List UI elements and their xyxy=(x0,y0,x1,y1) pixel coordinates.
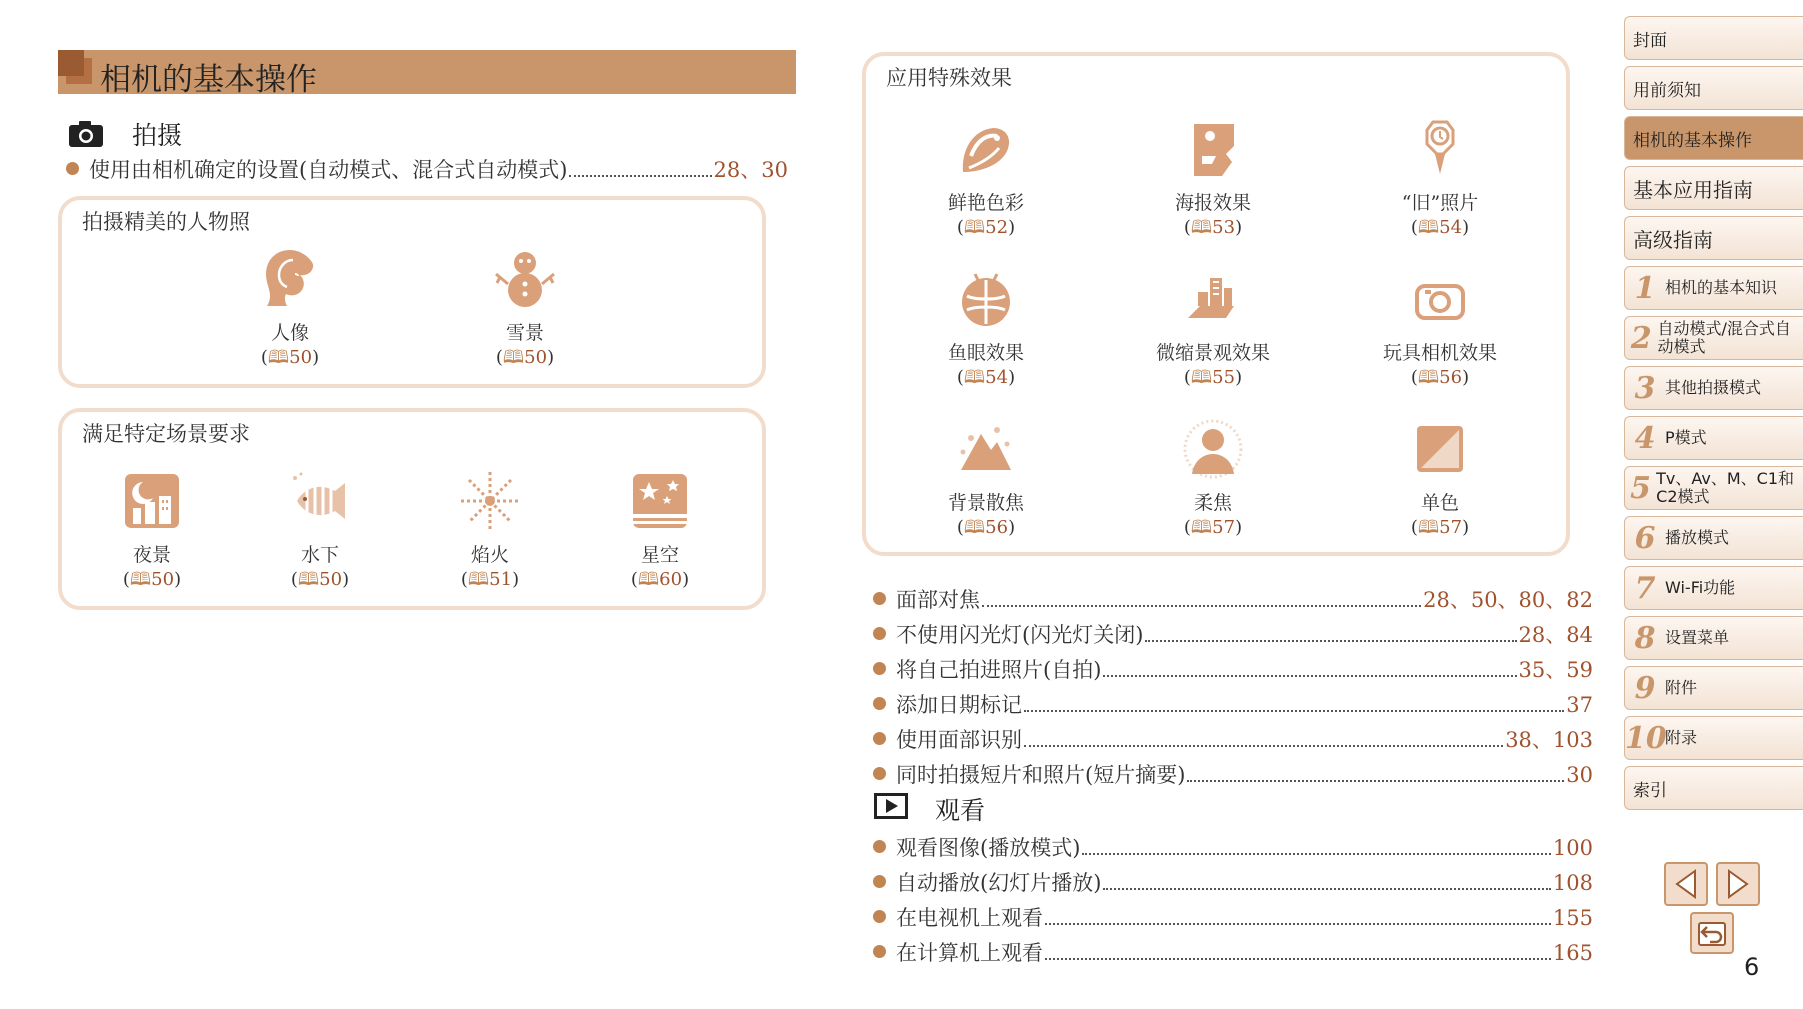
page-ref[interactable]: (🕮54) xyxy=(956,367,1016,388)
sidebar-item-label: 播放模式 xyxy=(1665,528,1730,547)
effect-item-soft-focus[interactable] xyxy=(1143,416,1283,545)
effect-item-background-defocus[interactable] xyxy=(916,416,1056,545)
portrait-icon xyxy=(257,246,323,312)
book-icon: 🕮 xyxy=(129,569,152,590)
fireworks-icon xyxy=(457,468,523,534)
sidebar-item[interactable] xyxy=(1624,66,1803,110)
sidebar-item[interactable] xyxy=(1624,216,1803,260)
chapter-number: 2 xyxy=(1630,320,1652,356)
title-decoration-square xyxy=(58,50,84,76)
playback-icon xyxy=(874,793,908,819)
page-ref[interactable]: (🕮56) xyxy=(956,517,1016,538)
dot-leader xyxy=(569,175,711,177)
sidebar-item-label: Wi-Fi功能 xyxy=(1665,578,1736,597)
page-ref[interactable]: (🕮50) xyxy=(260,347,320,368)
book-icon: 🕮 xyxy=(1417,517,1440,538)
dot-leader xyxy=(1024,745,1503,747)
soft-focus-icon xyxy=(1180,416,1246,482)
page-ref[interactable]: (🕮57) xyxy=(1410,517,1470,538)
sidebar-item-label: 用前须知 xyxy=(1633,80,1701,101)
effect-item-monochrome[interactable] xyxy=(1370,416,1510,545)
sidebar-item[interactable] xyxy=(1624,266,1803,310)
sidebar-item[interactable] xyxy=(1624,716,1803,760)
miniature-icon xyxy=(1180,266,1246,332)
sidebar-item[interactable] xyxy=(1624,416,1803,460)
shoot-auto-row[interactable]: 使用由相机确定的设置(自动模式、混合式自动模式) 28、30 xyxy=(66,154,788,184)
book-icon: 🕮 xyxy=(297,569,320,590)
arrow-left-icon xyxy=(1673,869,1699,899)
dot-leader xyxy=(1082,853,1551,855)
view-heading: 观看 xyxy=(935,796,986,825)
dot-leader xyxy=(982,605,1421,607)
page-ref[interactable]: 35、59 xyxy=(1518,658,1593,682)
sidebar-item[interactable] xyxy=(1624,366,1803,410)
book-icon: 🕮 xyxy=(502,347,525,368)
effect-label: 鲜艳色彩 xyxy=(947,192,1024,214)
scene-label: 焰火 xyxy=(470,544,509,566)
dot-leader xyxy=(1187,780,1564,782)
page-ref[interactable]: 165 xyxy=(1552,941,1593,965)
bullet xyxy=(873,627,886,640)
chapter-number: 10 xyxy=(1625,720,1667,756)
book-icon: 🕮 xyxy=(1417,217,1440,238)
book-icon: 🕮 xyxy=(963,217,986,238)
dot-leader xyxy=(1045,958,1551,960)
dot-leader xyxy=(1103,888,1551,890)
scene-label: 人像 xyxy=(270,322,309,344)
book-icon: 🕮 xyxy=(963,367,986,388)
page-ref[interactable]: 28、30 xyxy=(713,158,788,182)
sidebar-item-label: 高级指南 xyxy=(1633,227,1713,252)
portrait-box-title: 拍摄精美的人物照 xyxy=(82,210,250,234)
camera-icon xyxy=(68,120,104,148)
underwater-fish-icon xyxy=(287,468,353,534)
list-item[interactable]: 将自己拍进照片(自拍) 35、59 xyxy=(873,654,1593,684)
sidebar-item-label: 附录 xyxy=(1665,728,1698,747)
fisheye-icon xyxy=(953,266,1019,332)
chapter-number: 8 xyxy=(1634,620,1656,656)
scene-item-night[interactable] xyxy=(82,468,222,597)
scene-item-portrait[interactable] xyxy=(220,246,360,375)
scene-label: 夜景 xyxy=(132,544,171,566)
sidebar-item-label: P模式 xyxy=(1665,428,1707,447)
effect-item-miniature[interactable] xyxy=(1143,266,1283,395)
bullet xyxy=(873,592,886,605)
page-title-bar xyxy=(58,50,796,98)
snowman-icon xyxy=(492,246,558,312)
page-ref[interactable]: 155 xyxy=(1552,906,1593,930)
effect-label: 鱼眼效果 xyxy=(947,342,1024,364)
effect-item-old-photo[interactable] xyxy=(1370,116,1510,245)
book-icon: 🕮 xyxy=(1417,367,1440,388)
return-button[interactable] xyxy=(1690,912,1734,954)
sidebar-item-label: 相机的基本操作 xyxy=(1633,130,1752,151)
scene-item-starry-sky[interactable] xyxy=(590,468,730,597)
sidebar-item-label: 封面 xyxy=(1633,30,1667,51)
chapter-number: 4 xyxy=(1634,420,1656,456)
page-ref[interactable]: 28、84 xyxy=(1518,623,1593,647)
effect-item-poster[interactable] xyxy=(1143,116,1283,245)
page-ref[interactable]: (🕮56) xyxy=(1410,367,1470,388)
chapter-number: 3 xyxy=(1634,370,1656,406)
chapter-number: 7 xyxy=(1634,570,1656,606)
bullet xyxy=(873,840,886,853)
list-item[interactable]: 自动播放(幻灯片播放) 108 xyxy=(873,867,1593,897)
page-ref[interactable]: (🕮52) xyxy=(956,217,1016,238)
sidebar-item[interactable] xyxy=(1624,566,1803,610)
page-ref[interactable]: (🕮57) xyxy=(1183,517,1243,538)
chapter-number: 6 xyxy=(1634,520,1656,556)
page-ref[interactable]: (🕮51) xyxy=(460,569,520,590)
night-scene-icon xyxy=(119,468,185,534)
book-icon: 🕮 xyxy=(637,569,660,590)
page-ref[interactable]: (🕮55) xyxy=(1183,367,1243,388)
sidebar-item[interactable] xyxy=(1624,466,1803,510)
page-ref[interactable]: 100 xyxy=(1552,836,1593,860)
sidebar-item-label: 设置菜单 xyxy=(1665,628,1730,647)
sidebar-item[interactable] xyxy=(1624,766,1803,810)
effect-label: 单色 xyxy=(1420,492,1459,514)
effect-label: “旧”照片 xyxy=(1401,192,1479,214)
sidebar-item-label: 索引 xyxy=(1633,780,1667,801)
book-icon: 🕮 xyxy=(467,569,490,590)
page-ref[interactable]: 37 xyxy=(1566,693,1593,717)
scene-box-title: 满足特定场景要求 xyxy=(82,422,250,446)
dot-leader xyxy=(1024,710,1564,712)
effect-item-fisheye[interactable] xyxy=(916,266,1056,395)
sidebar-item-label: 其他拍摄模式 xyxy=(1665,378,1762,397)
sidebar-item-label: 相机的基本知识 xyxy=(1665,278,1778,297)
toy-camera-icon xyxy=(1407,266,1473,332)
scene-item-fireworks[interactable] xyxy=(420,468,560,597)
monochrome-icon xyxy=(1407,416,1473,482)
page-ref[interactable]: 30 xyxy=(1566,763,1593,787)
effects-box-title: 应用特殊效果 xyxy=(886,66,1012,90)
page-ref[interactable]: (🕮60) xyxy=(630,569,690,590)
list-item[interactable]: 不使用闪光灯(闪光灯关闭) 28、84 xyxy=(873,619,1593,649)
book-icon: 🕮 xyxy=(1190,367,1213,388)
starry-sky-icon xyxy=(627,468,693,534)
scene-label: 水下 xyxy=(300,544,339,566)
effect-item-vivid[interactable] xyxy=(916,116,1056,245)
effect-label: 海报效果 xyxy=(1174,192,1251,214)
sidebar-item[interactable] xyxy=(1624,616,1803,660)
sidebar-item[interactable] xyxy=(1624,516,1803,560)
effect-label: 玩具相机效果 xyxy=(1382,342,1497,364)
sidebar-item-label: Tv、Av、M、C1和C2模式 xyxy=(1656,469,1795,506)
book-icon: 🕮 xyxy=(267,347,290,368)
page-title: 相机的基本操作 xyxy=(100,62,317,98)
old-photo-icon xyxy=(1407,116,1473,182)
sidebar-item-label: 自动模式/混合式自动模式 xyxy=(1657,319,1791,356)
page-ref[interactable]: (🕮53) xyxy=(1183,217,1243,238)
poster-effect-icon xyxy=(1180,116,1246,182)
list-item[interactable]: 使用面部识别 38、103 xyxy=(873,724,1593,754)
sidebar-item[interactable] xyxy=(1624,166,1803,210)
scene-label: 雪景 xyxy=(505,322,544,344)
bullet xyxy=(66,162,79,175)
page-ref[interactable]: (🕮50) xyxy=(122,569,182,590)
sidebar-item[interactable] xyxy=(1624,666,1803,710)
background-defocus-icon xyxy=(953,416,1019,482)
list-item[interactable]: 在计算机上观看 165 xyxy=(873,937,1593,967)
bullet xyxy=(873,767,886,780)
sidebar-item[interactable] xyxy=(1624,316,1803,360)
sidebar-item[interactable] xyxy=(1624,116,1803,160)
scene-item-snow[interactable] xyxy=(455,246,595,375)
effect-label: 微缩景观效果 xyxy=(1155,342,1270,364)
return-arrow-icon xyxy=(1697,919,1727,947)
shoot-heading: 拍摄 xyxy=(132,121,183,150)
page-ref[interactable]: 38、103 xyxy=(1505,728,1593,752)
vivid-color-icon xyxy=(953,116,1019,182)
list-item[interactable]: 添加日期标记 37 xyxy=(873,689,1593,719)
list-item[interactable]: 在电视机上观看 155 xyxy=(873,902,1593,932)
book-icon: 🕮 xyxy=(1190,517,1213,538)
bullet xyxy=(873,662,886,675)
dot-leader xyxy=(1103,675,1516,677)
dot-leader xyxy=(1045,923,1551,925)
list-item[interactable]: 观看图像(播放模式) 100 xyxy=(873,832,1593,862)
arrow-right-icon xyxy=(1725,869,1751,899)
chapter-number: 1 xyxy=(1634,270,1656,306)
sidebar-item-label: 基本应用指南 xyxy=(1633,177,1753,202)
scene-item-underwater[interactable] xyxy=(250,468,390,597)
chapter-number: 9 xyxy=(1634,670,1656,706)
effect-label: 背景散焦 xyxy=(947,492,1024,514)
bullet xyxy=(873,697,886,710)
dot-leader xyxy=(1145,640,1516,642)
page-ref[interactable]: 108 xyxy=(1552,871,1593,895)
bullet xyxy=(873,732,886,745)
book-icon: 🕮 xyxy=(963,517,986,538)
bullet xyxy=(873,875,886,888)
page-ref[interactable]: (🕮50) xyxy=(495,347,555,368)
effect-label: 柔焦 xyxy=(1193,492,1232,514)
previous-page-button[interactable] xyxy=(1664,862,1708,906)
list-item[interactable]: 同时拍摄短片和照片(短片摘要) 30 xyxy=(873,759,1593,789)
next-page-button[interactable] xyxy=(1716,862,1760,906)
bullet xyxy=(873,910,886,923)
page-ref[interactable]: (🕮50) xyxy=(290,569,350,590)
effect-item-toy-camera[interactable] xyxy=(1370,266,1510,395)
scene-label: 星空 xyxy=(640,544,679,566)
page-ref[interactable]: 28、50、80、82 xyxy=(1423,588,1593,612)
list-item[interactable]: 面部对焦 28、50、80、82 xyxy=(873,584,1593,614)
chapter-number: 5 xyxy=(1630,470,1651,506)
sidebar-item[interactable] xyxy=(1624,16,1803,60)
book-icon: 🕮 xyxy=(1190,217,1213,238)
sidebar-item-label: 附件 xyxy=(1665,678,1698,697)
bullet xyxy=(873,945,886,958)
page-number: 6 xyxy=(1744,953,1760,981)
page-ref[interactable]: (🕮54) xyxy=(1410,217,1470,238)
